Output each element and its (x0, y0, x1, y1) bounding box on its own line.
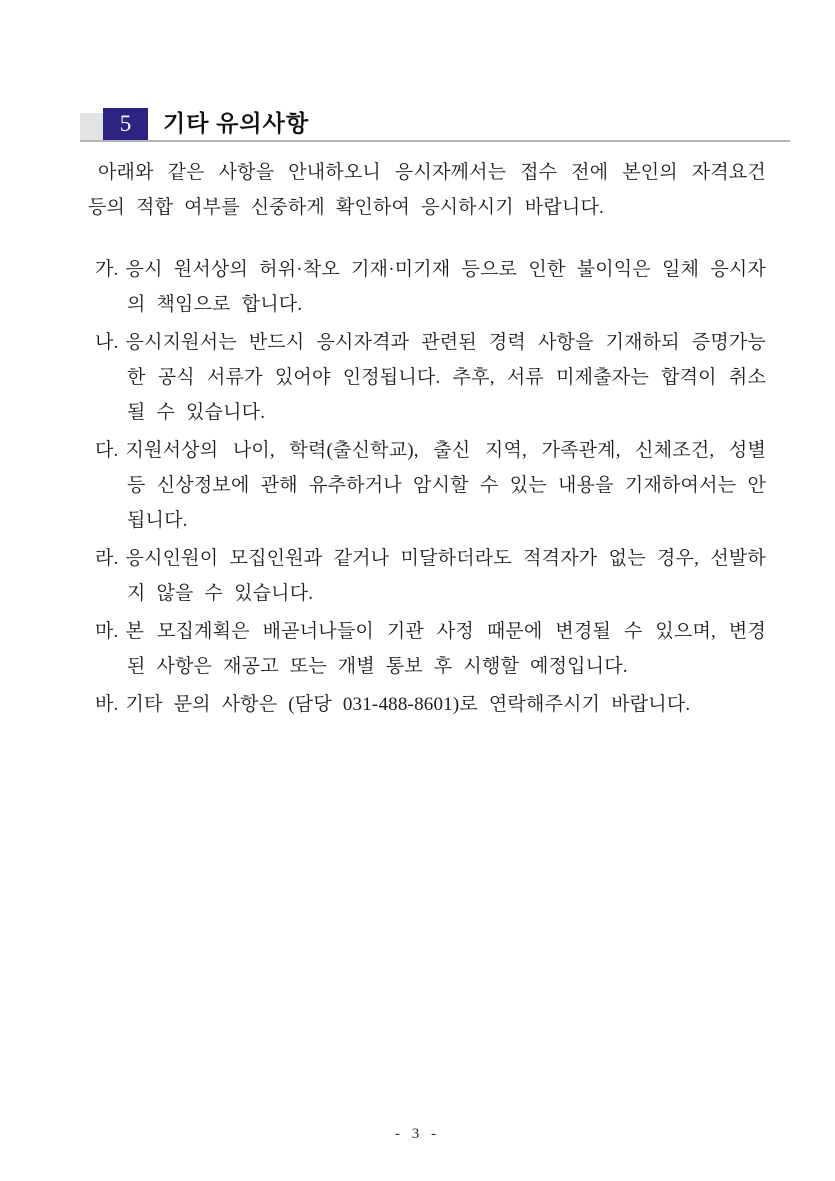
notice-item-ma (88, 614, 766, 684)
section-number-box (103, 108, 148, 140)
item-text: 응시지원서는 반드시 응시자격과 관련된 경력 사항을 기재하되 증명가능한 공식 서류가 있어야 인정됩니다. 추후, 서류 미제출자는 합격이 취소될 수 있습니다. (125, 332, 766, 423)
notice-list (88, 252, 766, 722)
notice-item-ga (88, 252, 766, 322)
notice-item-ra (88, 541, 766, 611)
page-number: - 3 - (395, 1126, 440, 1142)
item-marker: 마. (95, 621, 119, 642)
item-text: 응시인원이 모집인원과 같거나 미달하더라도 적격자가 없는 경우, 선발하지 않을 수 있습니다. (125, 548, 766, 604)
section-number: 5 (119, 111, 132, 136)
notice-item-na (88, 325, 766, 430)
notice-item-ba (88, 687, 766, 722)
item-text: 본 모집계획은 배곧너나들이 기관 사정 때문에 변경될 수 있으며, 변경된 사항은 재공고 또는 개별 통보 후 시행할 예정입니다. (125, 621, 766, 677)
notice-item-da (88, 433, 766, 538)
item-marker: 가. (95, 259, 119, 280)
page-footer (0, 1126, 835, 1143)
section-header (80, 109, 790, 142)
section-title: 기타 유의사항 (163, 111, 310, 136)
item-marker: 다. (95, 440, 119, 461)
item-text: 기타 문의 사항은 (담당 031-488-8601)로 연락해주시기 바랍니다. (125, 694, 691, 715)
section-body (88, 155, 766, 725)
item-text: 지원서상의 나이, 학력(출신학교), 출신 지역, 가족관계, 신체조건, 성별 등 신상정보에 관해 유추하거나 암시할 수 있는 내용을 기재하여서는 안 됩니다. (125, 440, 766, 531)
intro-paragraph: 아래와 같은 사항을 안내하오니 응시자께서는 접수 전에 본인의 자격요건 등의 적합 여부를 신중하게 확인하여 응시하시기 바랍니다. (88, 162, 766, 218)
item-text: 응시 원서상의 허위·착오 기재·미기재 등으로 인한 불이익은 일체 응시자의 책임으로 합니다. (125, 259, 766, 315)
section-header-strip (80, 113, 103, 140)
item-marker: 바. (95, 694, 119, 715)
item-marker: 나. (95, 332, 119, 353)
item-marker: 라. (95, 548, 119, 569)
